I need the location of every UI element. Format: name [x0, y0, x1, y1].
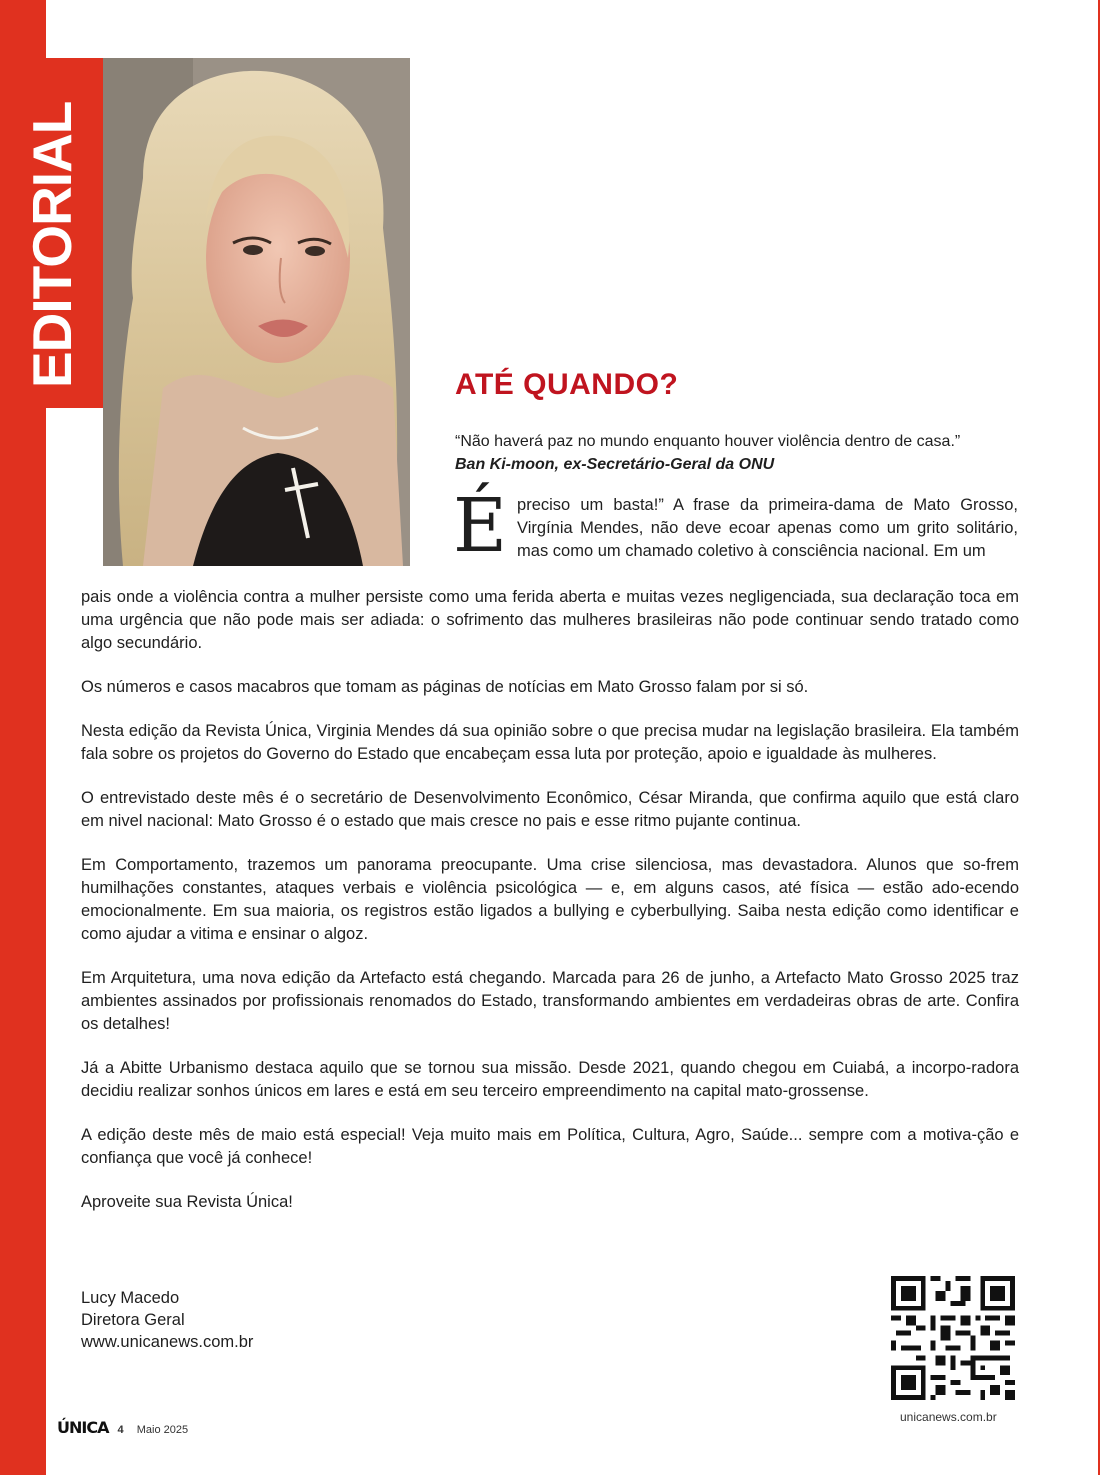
- qr-caption: unicanews.com.br: [900, 1410, 997, 1424]
- magazine-logo: ÚNICA: [57, 1418, 109, 1437]
- body-paragraph: Em Arquitetura, uma nova edição da Artefacto está chegando. Marcada para 26 de junho, a Artefacto Mato Grosso 2025 traz ambientes assinados por profissionais renomados do Estado, transformando ambientes em verdadeiras obras de arte. Confira os detalhes!: [81, 969, 1019, 1033]
- body-paragraph: Já a Abitte Urbanismo destaca aquilo que se tornou sua missão. Desde 2021, quando chegou em Cuiabá, a incorpo-radora decidiu realizar sonhos únicos em lares e está em seu terceiro empreendimento na capital mato-grossense.: [81, 1059, 1019, 1100]
- headline: ATÉ QUANDO?: [455, 368, 679, 401]
- epigraph-text: “Não haverá paz no mundo enquanto houver violência dentro de casa.”: [455, 433, 961, 450]
- signature-block: [81, 1287, 253, 1353]
- lead-paragraph: [453, 483, 1018, 569]
- body-paragraph: Nesta edição da Revista Única, Virginia Mendes dá sua opinião sobre o que precisa mudar na legislação brasileira. Ela também fala sobre os projetos do Governo do Estado que encabeçam essa luta por proteção, apoio e igualdade às mulheres.: [81, 722, 1019, 763]
- epigraph-attribution: Ban Ki-moon, ex-Secretário-Geral da ONU: [455, 456, 775, 473]
- page-number: 4: [117, 1424, 124, 1436]
- qr-code[interactable]: [891, 1276, 1015, 1400]
- author-photo: [103, 58, 410, 566]
- body-paragraph: A edição deste mês de maio está especial! Veja muito mais em Política, Cultura, Agro, Saúde... sempre com a motiva-ção e confiança que você já conhece!: [81, 1126, 1019, 1167]
- signature-name: Lucy Macedo: [81, 1289, 180, 1307]
- drop-cap: É: [453, 483, 508, 569]
- body-paragraph: Os números e casos macabros que tomam as páginas de notícias em Mato Grosso falam por si só.: [81, 678, 809, 696]
- section-label: EDITORIAL: [21, 101, 83, 388]
- signature-website-link[interactable]: www.unicanews.com.br: [81, 1333, 254, 1351]
- epigraph: [455, 430, 1025, 476]
- article-body: [81, 586, 1019, 1235]
- body-paragraph: O entrevistado deste mês é o secretário de Desenvolvimento Econômico, César Miranda, que confirma aquilo que está claro em nivel nacional: Mato Grosso é o estado que mais cresce no pais e esse ritmo pujante continua.: [81, 789, 1019, 830]
- body-paragraph: Em Comportamento, trazemos um panorama preocupante. Uma crise silenciosa, mas devastadora. Alunos que so-frem humilhações constantes, ataques verbais e violência psicológica — e, em alguns casos, até física — estão ado-ecendo emocionalmente. Em sua maioria, os registros estão ligados a bullying e cyberbullying. Saiba nesta edição como identificar e como ajudar a vitima e ensinar o algoz.: [81, 856, 1019, 943]
- lead-text: preciso um basta!” A frase da primeira-dama de Mato Grosso, Virgínia Mendes, não deve ecoar apenas como um grito solitário, mas como um chamado coletivo à consciência nacional. Em um: [517, 496, 1018, 560]
- body-paragraph: pais onde a violência contra a mulher persiste como uma ferida aberta e muitas vezes negligenciada, sua declaração toca em uma urgência que não pode mais ser adiada: o sofrimento das mulheres brasileiras não pode continuar sendo tratado como algo secundário.: [81, 588, 1019, 652]
- page-footer: [57, 1418, 188, 1437]
- signature-role: Diretora Geral: [81, 1311, 185, 1329]
- portrait-illustration: [103, 58, 410, 566]
- issue-date: Maio 2025: [136, 1424, 189, 1436]
- body-paragraph: Aproveite sua Revista Única!: [81, 1193, 293, 1211]
